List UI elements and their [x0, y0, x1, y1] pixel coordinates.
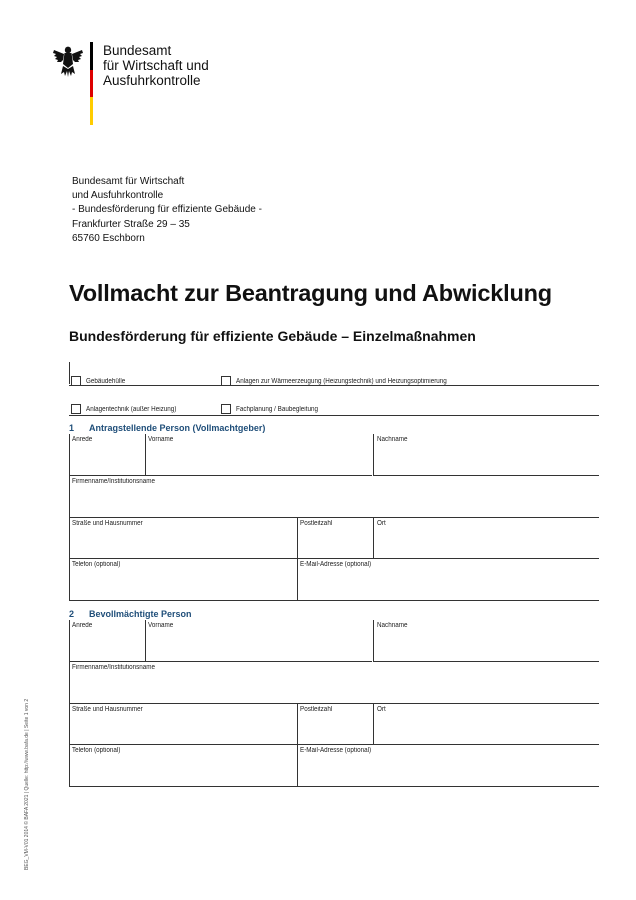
address-line: Frankfurter Straße 29 – 35	[72, 218, 190, 230]
checkbox-label: Anlagentechnik (außer Heizung)	[86, 406, 177, 413]
checkbox-gebaeudehuelle[interactable]	[71, 376, 81, 386]
divider	[69, 661, 372, 662]
checkbox-waermeerzeugung[interactable]	[221, 376, 231, 386]
divider	[69, 744, 599, 745]
page-subtitle: Bundesförderung für effiziente Gebäude – Einzelmaßnahmen	[69, 328, 476, 344]
section-number: 2	[69, 609, 75, 619]
firma-input[interactable]	[70, 673, 599, 702]
ort-input[interactable]	[374, 529, 599, 557]
checkbox-fachplanung[interactable]	[221, 404, 231, 414]
field-label-plz: Postleitzahl	[300, 520, 333, 527]
section-number: 1	[69, 423, 75, 433]
telefon-input[interactable]	[70, 756, 296, 785]
vorname-input[interactable]	[146, 631, 372, 660]
field-label-nachname: Nachname	[377, 436, 408, 443]
german-flag-bar	[90, 42, 93, 125]
federal-eagle-icon	[52, 44, 84, 80]
agency-line: Bundesamt	[103, 43, 172, 58]
strasse-input[interactable]	[70, 529, 296, 557]
agency-name	[103, 43, 209, 88]
divider	[69, 786, 599, 787]
vorname-input[interactable]	[146, 445, 372, 474]
checkbox-label: Fachplanung / Baubegleitung	[236, 406, 318, 413]
field-label-strasse: Straße und Hausnummer	[72, 706, 143, 713]
divider	[69, 517, 599, 518]
checkbox-anlagentechnik[interactable]	[71, 404, 81, 414]
strasse-input[interactable]	[70, 715, 296, 743]
field-label-anrede: Anrede	[72, 436, 93, 443]
address-line: Bundesamt für Wirtschaft	[72, 176, 185, 187]
field-label-vorname: Vorname	[148, 436, 174, 443]
divider	[373, 475, 599, 476]
firma-input[interactable]	[70, 487, 599, 516]
field-label-email: E-Mail-Adresse (optional)	[300, 561, 372, 568]
nachname-input[interactable]	[374, 445, 599, 474]
checkbox-label: Anlagen zur Wärmeerzeugung (Heizungstechnik) und Heizungsoptimierung	[236, 378, 447, 385]
section-title: Bevollmächtigte Person	[89, 609, 192, 619]
ort-input[interactable]	[374, 715, 599, 743]
address-line: - Bundesförderung für effiziente Gebäude -	[72, 204, 262, 216]
address-line: 65760 Eschborn	[72, 232, 145, 244]
anrede-input[interactable]	[70, 445, 144, 474]
field-label-vorname: Vorname	[148, 622, 174, 629]
agency-line: für Wirtschaft und	[103, 58, 209, 73]
field-label-email: E-Mail-Adresse (optional)	[300, 747, 372, 754]
divider	[69, 415, 599, 416]
field-label-firma: Firmenname/Institutionsname	[72, 664, 155, 671]
divider	[69, 362, 70, 384]
address-line: und Ausfuhrkontrolle	[72, 190, 164, 202]
divider	[69, 475, 372, 476]
field-label-plz: Postleitzahl	[300, 706, 333, 713]
email-input[interactable]	[298, 570, 599, 599]
divider	[69, 558, 599, 559]
field-label-ort: Ort	[377, 706, 386, 713]
field-label-ort: Ort	[377, 520, 386, 527]
checkbox-label: Gebäudehülle	[86, 378, 126, 385]
divider	[69, 703, 599, 704]
anrede-input[interactable]	[70, 631, 144, 660]
divider	[373, 661, 599, 662]
section-title: Antragstellende Person (Vollmachtgeber)	[89, 423, 266, 433]
field-label-strasse: Straße und Hausnummer	[72, 520, 143, 527]
telefon-input[interactable]	[70, 570, 296, 599]
plz-input[interactable]	[298, 715, 372, 743]
page-title: Vollmacht zur Beantragung und Abwicklung	[69, 280, 552, 306]
field-label-firma: Firmenname/Institutionsname	[72, 478, 155, 485]
field-label-anrede: Anrede	[72, 622, 93, 629]
divider	[69, 385, 599, 386]
form-id-side-text: BEG_VM-V01 2014 © BAFA 2021 | Quelle: http://www.bafa.de | Seite 1 von 2	[24, 698, 30, 870]
nachname-input[interactable]	[374, 631, 599, 660]
recipient-address	[72, 175, 262, 246]
agency-line: Ausfuhrkontrolle	[103, 73, 201, 88]
email-input[interactable]	[298, 756, 599, 785]
divider	[69, 600, 599, 601]
field-label-nachname: Nachname	[377, 622, 408, 629]
field-label-telefon: Telefon (optional)	[72, 561, 121, 568]
plz-input[interactable]	[298, 529, 372, 557]
field-label-telefon: Telefon (optional)	[72, 747, 121, 754]
